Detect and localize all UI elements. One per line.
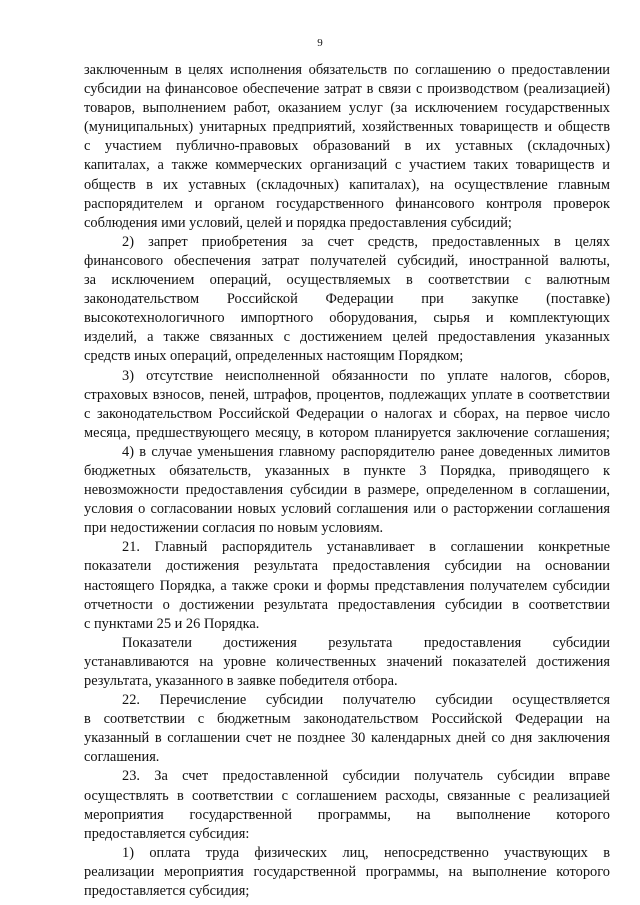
text-line: при недостижении согласия по новым условиям. [84,520,384,537]
paragraph-item-3 [84,367,610,443]
text-line: с законодательством Российской Федерации о налогах и сборах, на первое число [84,405,610,422]
text-line: указанный в соглашении счет не позднее 30 календарных дней со дня заключения [84,730,610,747]
text-line: месяца, предшествующего месяцу, в котором планируется заключение соглашения; [84,424,610,441]
paragraph-clause-23 [84,767,610,843]
text-line: 21. Главный распорядитель устанавливает в соглашении конкретные [122,539,610,556]
text-line: субсидии на финансовое обеспечение затрат в связи с производством (реализацией) [84,81,610,98]
paragraph-item-1-payment [84,844,610,901]
text-line: 4) в случае уменьшения главному распорядителю ранее доведенных лимитов [122,443,610,460]
text-line: Показатели достижения результата предоставления субсидии [122,634,610,651]
text-line: финансового обеспечения затрат получателей субсидий, иностранной валюты, [84,252,610,269]
text-line: 1) оплата труда физических лиц, непосредственно участвующих в [122,844,610,861]
text-line: 22. Перечисление субсидии получателю субсидии осуществляется [122,692,610,709]
text-line: распорядителем и органом государственного финансового контроля проверок [84,195,610,212]
paragraph-clause-21 [84,538,610,633]
text-line: в соответствии с бюджетным законодательством Российской Федерации на [84,711,610,728]
text-line: изделий, а также связанных с достижением целей предоставления указанных [84,329,610,346]
text-line: результата, указанного в заявке победителя отбора. [84,673,398,689]
text-line: реализации мероприятия государственной программы, на выполнение которого [84,863,610,880]
text-line: мероприятия государственной программы, на выполнение которого [84,806,610,823]
text-line: 23. За счет предоставленной субсидии получатель субсидии вправе [122,768,610,785]
text-line: обществ в их уставных (складочных) капиталах), на осуществление главным [84,176,610,193]
text-line: соглашения. [84,749,160,766]
text-line: с пунктами 25 и 26 Порядка. [84,615,260,632]
text-line: 2) запрет приобретения за счет средств, предоставленных в целях [122,233,610,250]
paragraph-item-2 [84,233,610,367]
text-line: 3) отсутствие неисполненной обязанности по уплате налогов, сборов, [122,367,610,384]
text-line: предоставляется субсидия: [84,825,250,842]
text-line: высокотехнологичного импортного оборудования, сырья и комплектующих [84,310,610,327]
text-line: предоставляется субсидия; [84,883,250,900]
text-line: невозможности предоставления субсидии в размере, определенном в соглашении, [84,482,610,499]
text-line: заключенным в целях исполнения обязательств по соглашению о предоставлении [84,62,610,78]
text-line: бюджетных обязательств, указанных в пункте 3 Порядка, приводящего к [84,462,610,479]
text-line: устанавливаются на уровне количественных значений показателей достижения [84,653,610,670]
document-body [84,61,610,901]
text-line: показатели достижения результата предоставления субсидии на основании [84,558,610,575]
text-line: отчетности о достижении результата предоставления субсидии в соответствии [84,596,610,613]
text-line: товаров, выполнением работ, оказанием услуг (за исключением государственных [84,100,610,117]
paragraph-indicators [84,634,610,691]
page-number: 9 [317,37,323,49]
text-line: за исключением операций, осуществляемых в соответствии с валютным [84,272,610,289]
text-line: (муниципальных) унитарных предприятий, хозяйственных товариществ и обществ [84,119,610,136]
text-line: настоящего Порядка, а также сроки и формы представления получателем субсидии [84,577,610,594]
text-line: условия о согласовании новых условий соглашения или о расторжении соглашения [84,501,610,518]
text-line: с участием публично-правовых образований в их уставных (складочных) [84,138,610,155]
text-line: осуществлять в соответствии с соглашением расходы, связанные с реализацией [84,787,610,804]
paragraph-continuation [84,61,610,233]
text-line: законодательством Российской Федерации при закупке (поставке) [84,291,610,308]
text-line: страховых взносов, пеней, штрафов, процентов, подлежащих уплате в соответствии [84,386,610,403]
text-line: средств иных операций, определенных настоящим Порядком; [84,348,464,365]
text-line: капиталах, а также коммерческих организаций с участием таких товариществ и [84,157,610,174]
paragraph-item-4 [84,443,610,538]
text-line: соблюдения ими условий, целей и порядка предоставления субсидий; [84,214,512,231]
paragraph-clause-22 [84,691,610,767]
